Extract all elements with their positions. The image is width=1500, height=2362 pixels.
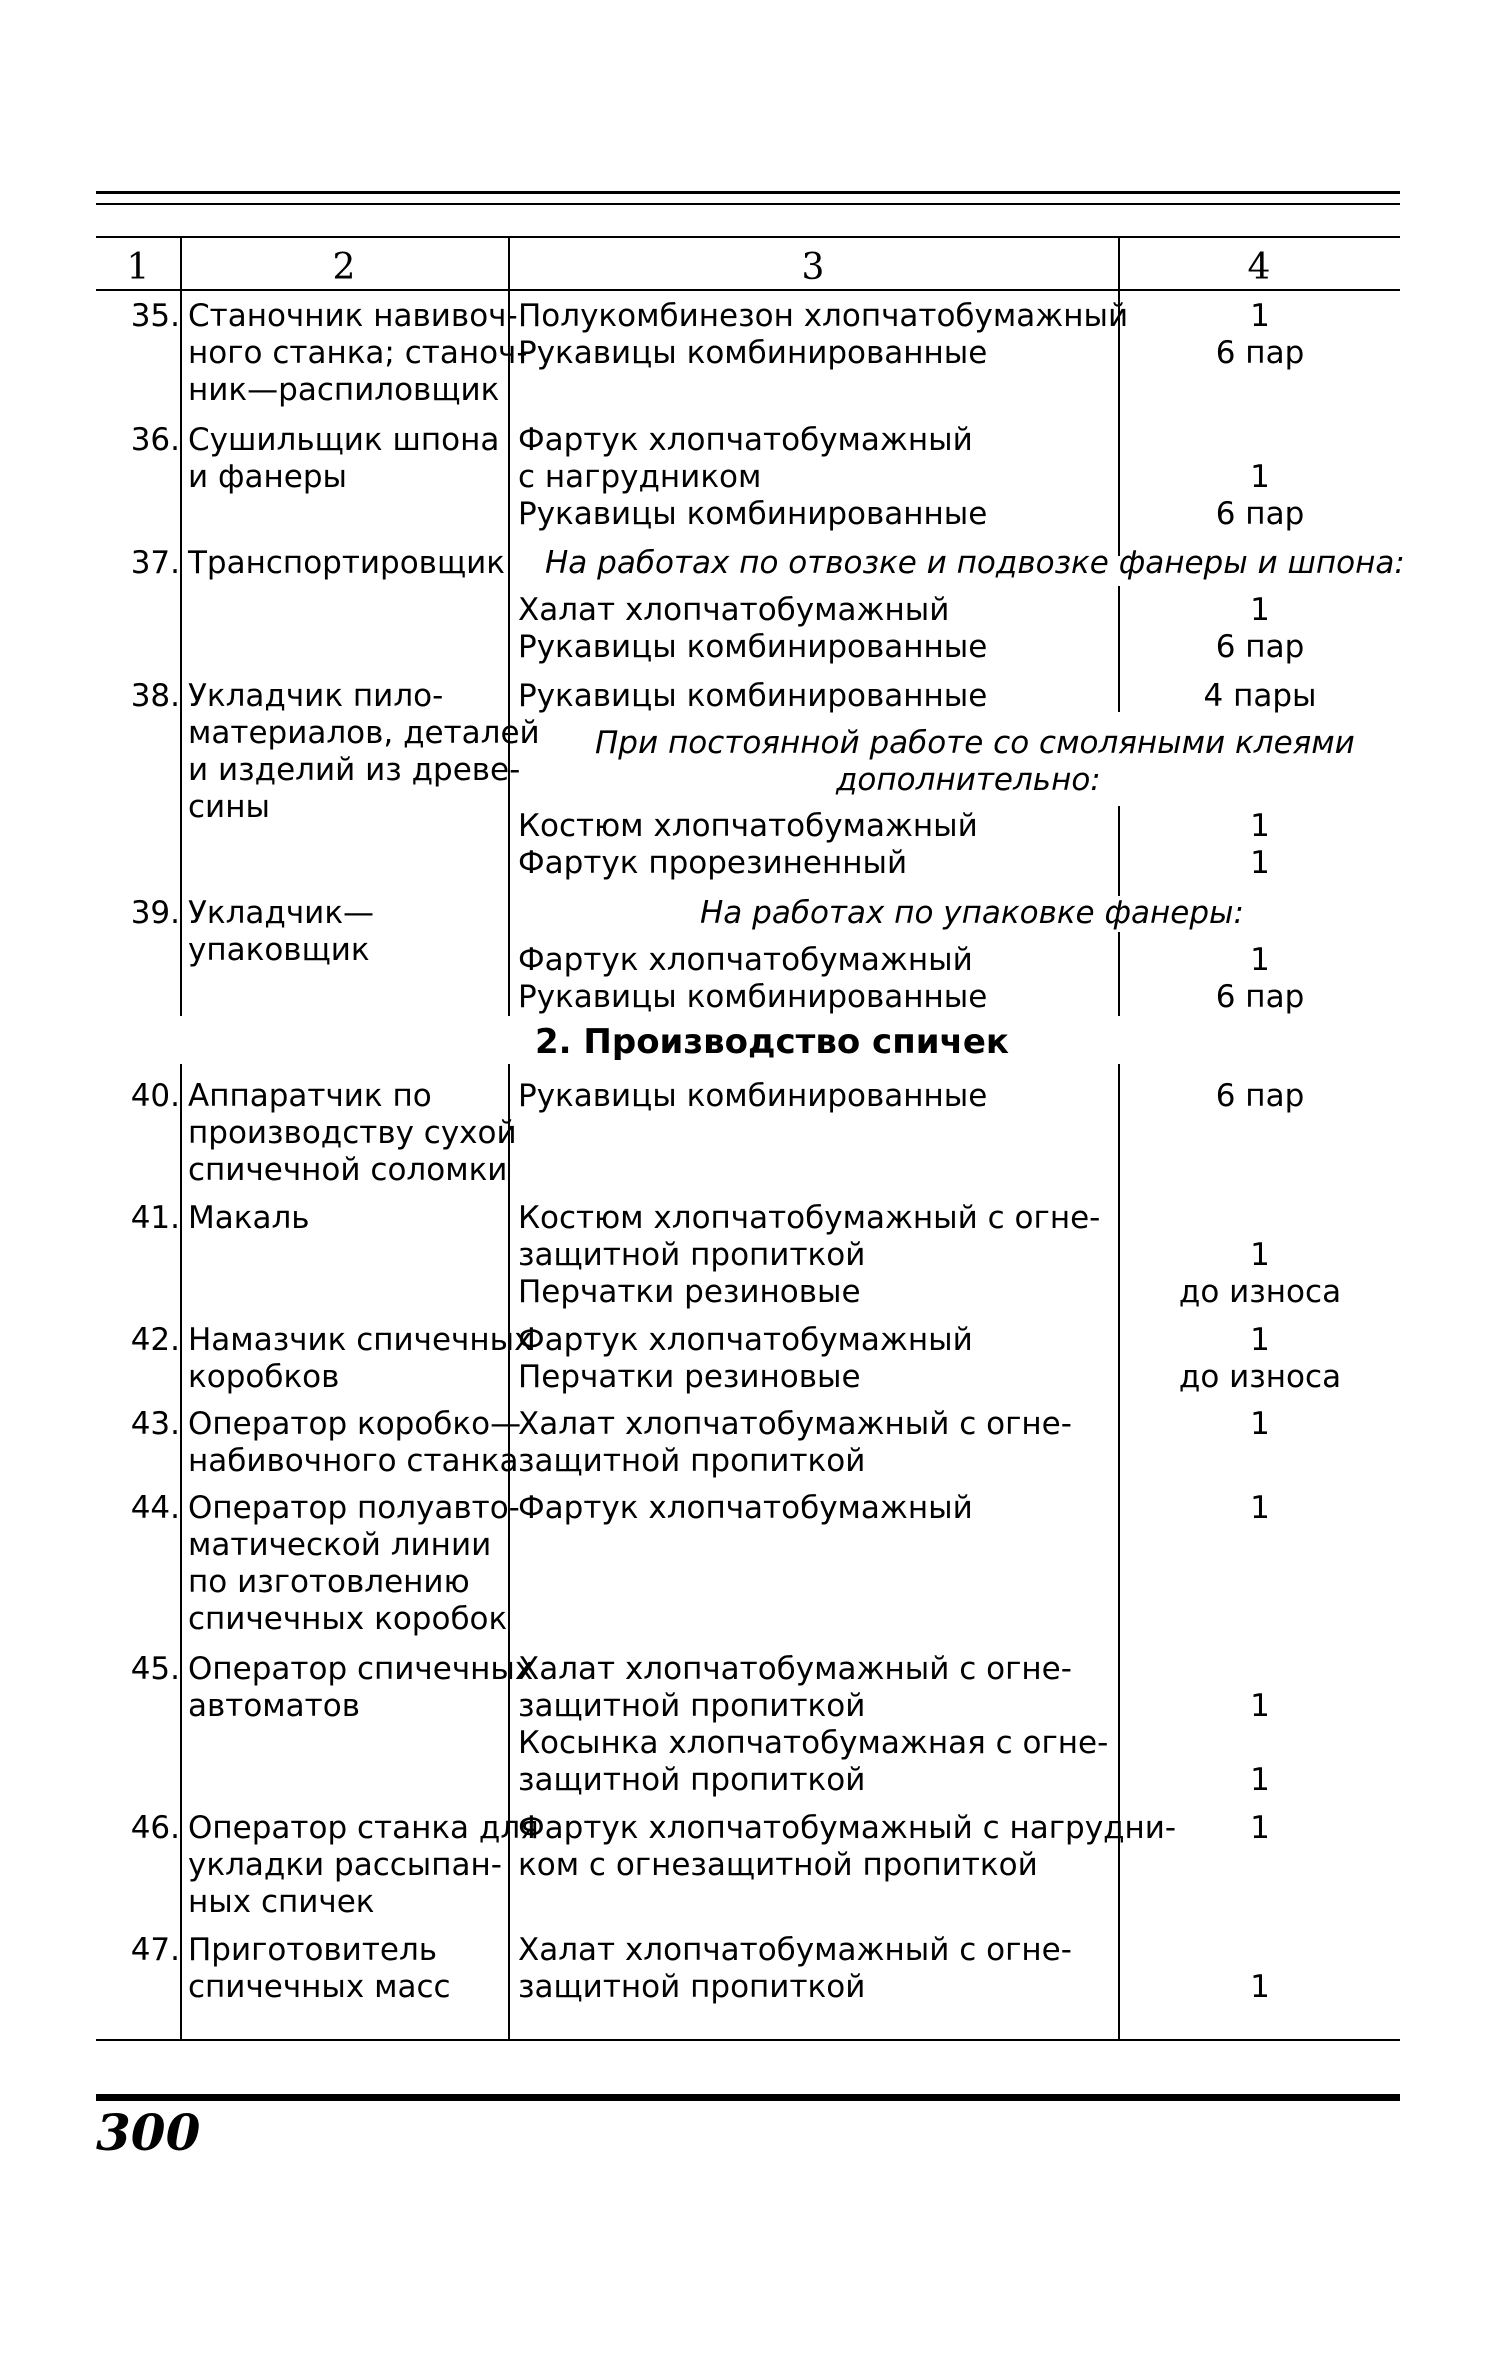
ppe-quantity: 6 пар	[1215, 1078, 1305, 1114]
column-header-2: 2	[332, 247, 356, 288]
ppe-item: Перчатки резиновые	[518, 1359, 861, 1395]
job-title: по изготовлению	[188, 1564, 470, 1600]
section-title: 2. Производство спичек	[535, 1022, 1009, 1062]
ppe-quantity: 1	[1250, 1762, 1270, 1798]
ppe-quantity: 1	[1250, 1969, 1270, 2005]
job-title: матической линии	[188, 1527, 492, 1563]
column-header-3: 3	[801, 247, 825, 288]
ppe-item: защитной пропиткой	[518, 1443, 866, 1479]
ppe-item: Рукавицы комбинированные	[518, 1078, 988, 1114]
row-number: 39.	[130, 895, 180, 931]
col-line-3c	[1118, 806, 1120, 896]
header-rule	[96, 236, 1400, 238]
ppe-item: Фартук хлопчатобумажный	[518, 422, 973, 458]
row-number: 37.	[130, 545, 180, 581]
job-title: укладки рассыпан-	[188, 1847, 502, 1883]
job-title: Оператор коробко—	[188, 1406, 522, 1442]
ppe-item: Рукавицы комбинированные	[518, 678, 988, 714]
row-number: 45.	[130, 1651, 180, 1687]
ppe-item: Халат хлопчатобумажный с огне-	[518, 1406, 1072, 1442]
job-title: материалов, деталей	[188, 715, 540, 751]
job-title: ник—распиловщик	[188, 372, 500, 408]
ppe-item: Косынка хлопчатобумажная с огне-	[518, 1725, 1109, 1761]
ppe-item: защитной пропиткой	[518, 1237, 866, 1273]
ppe-item: с нагрудником	[518, 459, 762, 495]
job-title: Оператор полуавто-	[188, 1490, 520, 1526]
ppe-quantity: 1	[1250, 459, 1270, 495]
job-title: набивочного станка	[188, 1443, 519, 1479]
ppe-item: Рукавицы комбинированные	[518, 629, 988, 665]
ppe-item: Фартук прорезиненный	[518, 845, 908, 881]
ppe-item: Костюм хлопчатобумажный	[518, 808, 978, 844]
ppe-quantity: до износа	[1178, 1274, 1342, 1310]
ppe-quantity: 1	[1250, 1688, 1270, 1724]
ppe-item: защитной пропиткой	[518, 1762, 866, 1798]
ppe-item: Халат хлопчатобумажный с огне-	[518, 1651, 1072, 1687]
row-number: 41.	[130, 1200, 180, 1236]
job-title: автоматов	[188, 1688, 360, 1724]
ppe-item: ком с огнезащитной пропиткой	[518, 1847, 1038, 1883]
job-title: Оператор спичечных	[188, 1651, 534, 1687]
job-title: спичечных коробок	[188, 1601, 508, 1637]
header-bottom-rule	[96, 289, 1400, 291]
col-line-2b	[508, 1064, 510, 2040]
row-number: 47.	[130, 1932, 180, 1968]
job-title: Оператор станка для	[188, 1810, 539, 1846]
ppe-item: Фартук хлопчатобумажный с нагрудни-	[518, 1810, 1177, 1846]
job-title: Укладчик пило-	[188, 678, 444, 714]
job-title: Намазчик спичечных	[188, 1322, 533, 1358]
ppe-quantity: 1	[1250, 1237, 1270, 1273]
ppe-quantity: 1	[1250, 942, 1270, 978]
ppe-quantity: 1	[1250, 845, 1270, 881]
job-title: и фанеры	[188, 459, 347, 495]
ppe-quantity: 1	[1250, 1490, 1270, 1526]
work-condition-note: На работах по упаковке фанеры:	[700, 895, 1244, 931]
row-number: 42.	[130, 1322, 180, 1358]
top-rule-2	[96, 203, 1400, 205]
work-condition-note: При постоянной работе со смоляными клеями	[595, 725, 1355, 761]
job-title: Транспортировщик	[188, 545, 506, 581]
ppe-item: Фартук хлопчатобумажный	[518, 1490, 973, 1526]
job-title: Укладчик—	[188, 895, 375, 931]
job-title: Сушильщик шпона	[188, 422, 500, 458]
ppe-item: защитной пропиткой	[518, 1688, 866, 1724]
job-title: сины	[188, 789, 270, 825]
work-condition-note: На работах по отвозке и подвозке фанеры и шпона:	[545, 545, 1405, 581]
col-line-3e	[1118, 1064, 1120, 2040]
col-line-3b	[1118, 586, 1120, 712]
row-number: 44.	[130, 1490, 180, 1526]
job-title: Станочник навивоч-	[188, 298, 518, 334]
ppe-quantity: 6 пар	[1215, 335, 1305, 371]
ppe-item: Полукомбинезон хлопчатобумажный	[518, 298, 1129, 334]
col-line-3d	[1118, 932, 1120, 1016]
ppe-item: защитной пропиткой	[518, 1969, 866, 2005]
ppe-quantity: 1	[1250, 1406, 1270, 1442]
job-title: и изделий из древе-	[188, 752, 521, 788]
ppe-quantity: 6 пар	[1215, 496, 1305, 532]
row-number: 35.	[130, 298, 180, 334]
job-title: ного станка; станоч-	[188, 335, 528, 371]
column-header-4: 4	[1247, 247, 1271, 288]
ppe-quantity: 1	[1250, 1810, 1270, 1846]
col-line-1b	[180, 1064, 182, 2040]
ppe-item: Фартук хлопчатобумажный	[518, 942, 973, 978]
job-title: спичечных масс	[188, 1969, 451, 2005]
ppe-quantity: 1	[1250, 808, 1270, 844]
row-number: 36.	[130, 422, 180, 458]
col-line-1	[180, 236, 182, 1016]
job-title: Приготовитель	[188, 1932, 438, 1968]
row-number: 40.	[130, 1078, 180, 1114]
job-title: коробков	[188, 1359, 340, 1395]
ppe-quantity: 6 пар	[1215, 979, 1305, 1015]
table-bottom-rule	[96, 2039, 1400, 2041]
row-number: 46.	[130, 1810, 180, 1846]
job-title: Аппаратчик по	[188, 1078, 432, 1114]
ppe-quantity: 1	[1250, 298, 1270, 334]
page-number: 300	[96, 2103, 201, 2162]
column-header-1: 1	[126, 247, 150, 288]
job-title: ных спичек	[188, 1884, 375, 1920]
ppe-item: Халат хлопчатобумажный	[518, 592, 950, 628]
ppe-quantity: 1	[1250, 592, 1270, 628]
ppe-item: Костюм хлопчатобумажный с огне-	[518, 1200, 1101, 1236]
job-title: спичечной соломки	[188, 1152, 508, 1188]
ppe-item: Фартук хлопчатобумажный	[518, 1322, 973, 1358]
work-condition-note: дополнительно:	[836, 762, 1101, 798]
ppe-item: Рукавицы комбинированные	[518, 335, 988, 371]
top-rule-1	[96, 191, 1400, 194]
ppe-item: Рукавицы комбинированные	[518, 979, 988, 1015]
job-title: производству сухой	[188, 1115, 517, 1151]
job-title: Макаль	[188, 1200, 310, 1236]
ppe-item: Халат хлопчатобумажный с огне-	[518, 1932, 1072, 1968]
row-number: 43.	[130, 1406, 180, 1442]
ppe-quantity: до износа	[1178, 1359, 1342, 1395]
ppe-quantity: 6 пар	[1215, 629, 1305, 665]
ppe-item: Рукавицы комбинированные	[518, 496, 988, 532]
footer-thick-rule	[96, 2094, 1400, 2101]
ppe-quantity: 4 пары	[1203, 678, 1317, 714]
ppe-item: Перчатки резиновые	[518, 1274, 861, 1310]
job-title: упаковщик	[188, 932, 370, 968]
row-number: 38.	[130, 678, 180, 714]
ppe-quantity: 1	[1250, 1322, 1270, 1358]
